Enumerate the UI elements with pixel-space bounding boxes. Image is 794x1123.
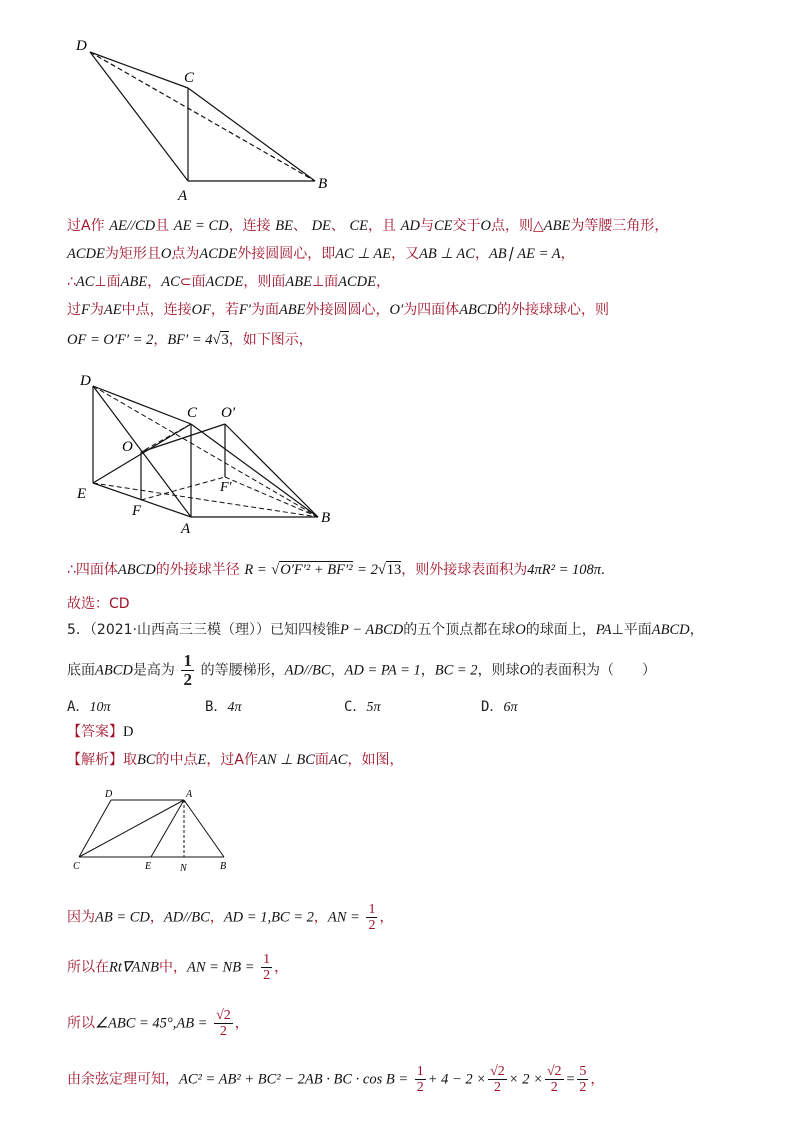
text-segment: D: [123, 724, 134, 740]
vertex-label-e: E: [145, 861, 152, 872]
vertex-label-d: D: [76, 38, 87, 54]
text-segment: 由余弦定理可知，: [67, 1071, 179, 1088]
text-segment: ，: [209, 909, 224, 926]
vertex-label-b: B: [220, 861, 227, 872]
text-segment: 因为: [67, 909, 95, 926]
vertex-label-d: D: [80, 373, 91, 389]
vertex-label-b: B: [321, 510, 331, 526]
text-segment: ABCD: [459, 302, 498, 318]
answer-line: [67, 722, 133, 742]
text-segment: ，: [330, 662, 345, 679]
text-segment: O′: [389, 302, 404, 318]
text-segment: 取: [123, 752, 137, 768]
vertex-label-b: B: [318, 176, 328, 192]
text-segment: 故选：CD: [67, 596, 130, 612]
text-segment: ，: [560, 246, 575, 262]
text-segment: ，如图，: [347, 752, 404, 768]
question-5-line-1: [67, 620, 704, 640]
text-segment: AN = NB =: [186, 959, 255, 976]
text-segment: 的外接球球心，则: [497, 302, 610, 318]
text-segment: 2: [368, 918, 376, 933]
radius-result-line: ∴四面体ABCD的外接球半径 R = √O′F′² + BF′² = 2√13，则外接球表面积为4πR² = 108π.: [67, 562, 605, 578]
question-5-line-2: [67, 652, 656, 689]
step-line-4: [67, 1064, 604, 1095]
text-segment: 13: [386, 562, 402, 578]
vertex-label-a: A: [181, 521, 191, 537]
fraction: [214, 1008, 233, 1039]
text-segment: ABE: [285, 274, 312, 290]
text-segment: 为四面体: [403, 302, 460, 318]
text-segment: 的等腰梯形，: [200, 662, 285, 679]
text-segment: =: [565, 1071, 576, 1088]
text-segment: AC² = AB² + BC² − 2AB · BC · cos B =: [179, 1071, 409, 1088]
text-segment: AB∣ AE = A: [488, 246, 561, 262]
text-segment: 中，: [158, 959, 187, 976]
solution-line-3: [67, 272, 390, 292]
text-segment: ，: [234, 1015, 249, 1032]
text-segment: Rt∇ANB: [109, 959, 159, 976]
text-segment: PA: [595, 622, 612, 638]
edge-ec: [93, 424, 191, 483]
text-segment: 过: [67, 302, 81, 318]
solution-line-4: [67, 300, 609, 320]
text-segment: 1: [263, 952, 271, 967]
vertex-label-d: D: [105, 789, 113, 800]
analysis-line: [67, 750, 403, 770]
vertex-label-c: C: [73, 861, 80, 872]
text-segment: CE: [434, 218, 453, 234]
figure-circumsphere: [60, 368, 350, 538]
text-segment: OF = O′F′ = 2: [67, 332, 154, 348]
edge-cb: [188, 88, 315, 181]
text-segment: ACDE: [338, 274, 376, 290]
text-segment: B．: [205, 699, 228, 715]
text-segment: ，则外接球表面积为: [401, 562, 528, 578]
text-segment: 1: [416, 1064, 424, 1079]
text-segment: AE = CD: [173, 218, 229, 234]
text-segment: ACDE: [199, 246, 238, 262]
text-segment: ，则面: [243, 274, 286, 290]
text-segment: 4π: [227, 700, 242, 715]
vertex-label-c: C: [187, 405, 198, 421]
edge-eb-hidden: [93, 483, 318, 517]
text-segment: 过A作: [67, 218, 105, 234]
text-segment: ACDE: [205, 274, 244, 290]
text-segment: ABCD: [651, 622, 690, 638]
text-segment: ，: [149, 909, 164, 926]
text-segment: ，: [689, 622, 704, 638]
text-segment: 、: [330, 218, 345, 234]
text-segment: .: [601, 562, 605, 578]
text-segment: P − ABCD: [340, 622, 404, 638]
text-segment: ，若: [210, 302, 239, 318]
text-segment: 5．（2021·山西高三三模（理））已知四棱锥: [67, 622, 340, 638]
text-segment: ，过A作: [206, 752, 258, 768]
text-segment: ABE: [543, 218, 571, 234]
text-segment: 外接圆圆心，即: [237, 246, 336, 262]
option-b: [205, 696, 241, 716]
text-segment: ∴四面体: [67, 562, 118, 578]
text-segment: D．: [481, 699, 504, 715]
text-segment: BC: [137, 752, 156, 768]
edge-ab: [184, 800, 224, 857]
text-segment: 点，则△: [491, 218, 544, 234]
vertex-label-a: A: [186, 789, 193, 800]
text-segment: BF′ = 4: [167, 332, 213, 348]
text-segment: ，则球: [477, 662, 520, 679]
text-segment: ∠ABC = 45°,AB =: [95, 1015, 208, 1032]
text-segment: ⊥面: [94, 274, 121, 290]
text-segment: ⊂面: [179, 274, 206, 290]
text-segment: 1: [183, 651, 192, 670]
text-segment: 6π: [503, 700, 518, 715]
text-segment: 外接圆圆心，: [305, 302, 390, 318]
text-segment: 面: [314, 752, 329, 768]
text-segment: AC: [328, 752, 348, 768]
text-segment: AC: [161, 274, 180, 290]
text-segment: 与: [420, 218, 434, 234]
text-segment: ，连接: [228, 218, 271, 234]
text-segment: E: [197, 752, 207, 768]
vertex-label-o-prime: O′: [221, 405, 236, 421]
text-segment: BE: [275, 218, 293, 234]
text-segment: 的表面积为（ ）: [530, 662, 657, 679]
vertex-label-f: F: [132, 503, 142, 519]
text-segment: 【解析】: [67, 752, 123, 768]
text-segment: ，如下图示，: [228, 332, 313, 348]
fraction: [577, 1064, 588, 1095]
text-segment: ⊥面: [311, 274, 339, 290]
fraction: [488, 1064, 507, 1095]
text-segment: 的外接球半径: [155, 562, 240, 578]
text-segment: 、: [292, 218, 307, 234]
text-segment: ABCD: [95, 662, 133, 679]
edge-da: [90, 52, 188, 181]
choose-line: [67, 594, 130, 614]
vertex-label-n: N: [180, 863, 187, 874]
text-segment: C．: [344, 699, 367, 715]
text-segment: 为: [89, 302, 104, 318]
text-segment: ，: [474, 246, 489, 262]
text-segment: 是高为: [132, 662, 175, 679]
text-segment: AC ⊥ AE: [335, 246, 392, 262]
text-segment: 2: [550, 1080, 558, 1095]
text-segment: 2: [219, 1024, 227, 1039]
fraction-height: [181, 652, 194, 689]
text-segment: 中点，连接: [121, 302, 192, 318]
text-segment: O′F′² + BF′²: [280, 562, 353, 578]
text-segment: 的中点: [155, 752, 198, 768]
text-segment: AB = CD: [95, 909, 150, 926]
text-segment: ，: [590, 1071, 605, 1088]
text-segment: 2: [183, 670, 192, 689]
text-segment: ，又: [391, 246, 420, 262]
edge-db-hidden: [90, 52, 315, 181]
text-segment: 所以在: [67, 959, 109, 976]
fraction: [415, 1064, 426, 1095]
vertex-label-c: C: [184, 70, 195, 86]
text-segment: ，: [376, 274, 390, 290]
text-segment: 底面: [67, 662, 95, 679]
text-segment: 1: [368, 902, 376, 917]
text-segment: DE: [311, 218, 331, 234]
text-segment: 为面: [250, 302, 279, 318]
text-segment: 【答案】: [67, 724, 123, 740]
option-c: [344, 696, 380, 716]
text-segment: O: [519, 662, 531, 679]
text-segment: + 4 − 2 ×: [427, 1071, 487, 1088]
text-segment: 2: [493, 1080, 501, 1095]
text-segment: AD = PA = 1: [344, 662, 421, 679]
text-segment: ABE: [278, 302, 306, 318]
solution-line-2: [67, 244, 575, 264]
text-segment: 2: [579, 1080, 587, 1095]
text-segment: √2: [490, 1064, 505, 1079]
text-segment: ，: [153, 332, 168, 348]
text-segment: BC = 2: [434, 662, 478, 679]
text-segment: ABE: [120, 274, 148, 290]
text-segment: 的五个顶点都在球: [403, 622, 516, 638]
fraction: [366, 902, 377, 933]
step-line-1: [67, 902, 393, 933]
text-segment: ⊥平面: [611, 622, 652, 638]
text-segment: ，且: [368, 218, 397, 234]
text-segment: ABCD: [117, 562, 156, 578]
text-segment: 3: [221, 332, 229, 348]
text-segment: 为等腰三角形，: [570, 218, 669, 234]
text-segment: 且: [155, 218, 170, 234]
edge-dc: [90, 52, 188, 88]
text-segment: 交于: [452, 218, 481, 234]
step-line-3: [67, 1008, 249, 1039]
text-segment: 2: [416, 1080, 424, 1095]
text-segment: AE//CD: [109, 218, 156, 234]
text-segment: 5: [579, 1064, 587, 1079]
text-segment: AD//BC: [163, 909, 210, 926]
vertex-label-f-prime: F′: [220, 480, 232, 495]
text-segment: 的球面上，: [525, 622, 596, 638]
text-segment: ACDE: [67, 246, 105, 262]
text-segment: AB ⊥ AC: [419, 246, 475, 262]
text-segment: × 2 ×: [508, 1071, 543, 1088]
text-segment: 点为: [171, 246, 200, 262]
text-segment: O: [160, 246, 172, 262]
text-segment: √2: [546, 1064, 562, 1079]
text-segment: ∴: [67, 274, 76, 290]
text-segment: F: [81, 302, 90, 318]
text-segment: √2: [216, 1008, 231, 1023]
step-line-2: [67, 952, 288, 983]
text-segment: = 2: [357, 562, 378, 578]
vertex-label-e: E: [77, 486, 87, 502]
vertex-label-o: O: [122, 439, 133, 455]
text-segment: O: [515, 622, 526, 638]
option-d: [481, 696, 517, 716]
text-segment: A．: [67, 699, 90, 715]
figure-tetrahedron: [60, 30, 360, 205]
text-segment: 为矩形且: [104, 246, 161, 262]
text-segment: ，: [274, 959, 289, 976]
text-segment: ，: [379, 909, 394, 926]
figure-trapezoid: [65, 785, 245, 875]
fraction: [545, 1064, 564, 1095]
text-segment: F′: [238, 302, 251, 318]
text-segment: AN ⊥ BC: [257, 752, 315, 768]
text-segment: 2: [263, 968, 271, 983]
text-segment: O: [480, 218, 492, 234]
edge-cb: [191, 424, 318, 517]
text-segment: 10π: [89, 700, 111, 715]
text-segment: AN =: [327, 909, 360, 926]
text-segment: OF: [191, 302, 211, 318]
solution-line-5: OF = O′F′ = 2，BF′ = 4√3，如下图示，: [67, 332, 313, 348]
text-segment: AC: [75, 274, 95, 290]
text-segment: R =: [244, 562, 267, 578]
text-segment: ，: [420, 662, 435, 679]
text-segment: 所以: [67, 1015, 95, 1032]
text-segment: CE: [349, 218, 369, 234]
text-segment: 5π: [366, 700, 381, 715]
text-segment: 4πR² = 108π: [527, 562, 602, 578]
solution-line-1: [67, 216, 668, 236]
fraction: [261, 952, 272, 983]
text-segment: AD: [400, 218, 420, 234]
text-segment: AD//BC: [284, 662, 331, 679]
option-a: [67, 696, 110, 716]
text-segment: ，: [147, 274, 162, 290]
vertex-label-a: A: [178, 188, 188, 204]
text-segment: ，: [313, 909, 328, 926]
text-segment: AD = 1,BC = 2: [223, 909, 314, 926]
text-segment: AE: [103, 302, 122, 318]
